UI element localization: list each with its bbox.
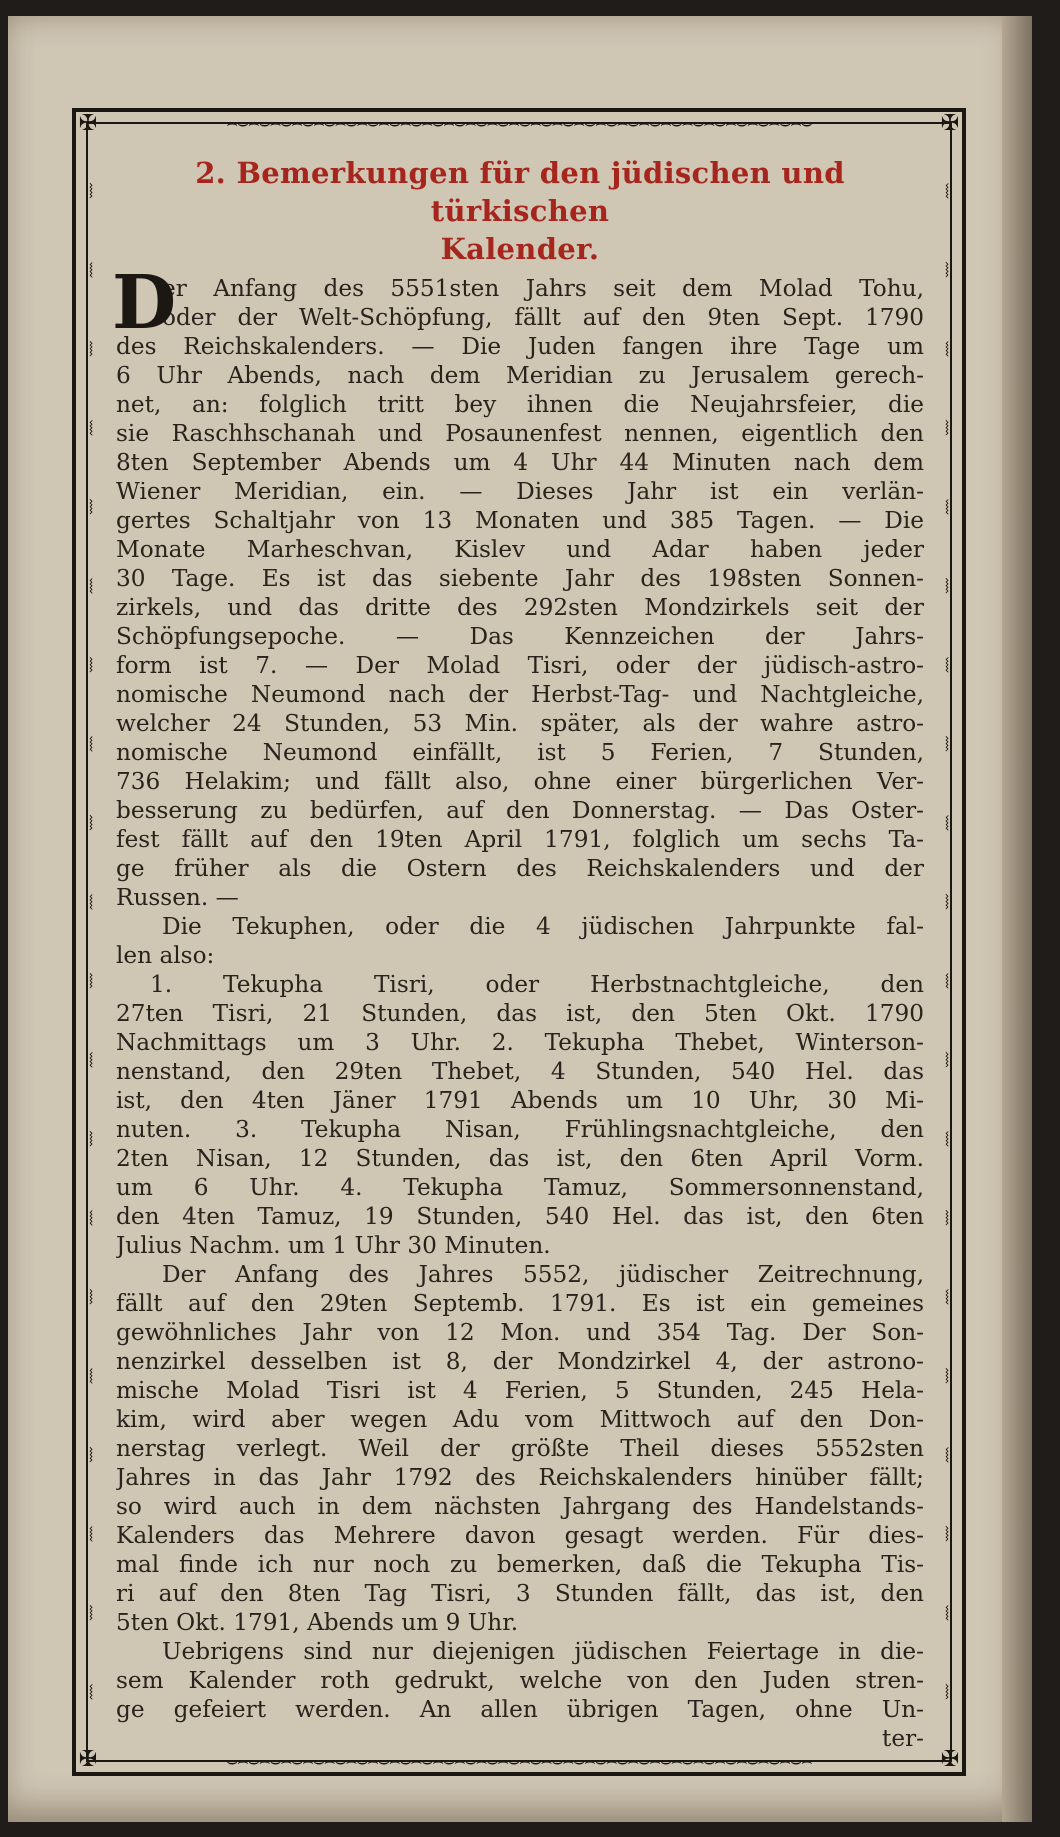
- text-line: oder der Welt-Schöpfung, fällt auf den 9ten Sept. 1790: [162, 304, 924, 331]
- ornamental-frame: [72, 108, 966, 1776]
- ornament-left-border: ⧘ ⧙ ⧘ ⧙ ⧘ ⧙ ⧘ ⧙ ⧘ ⧙ ⧘ ⧙ ⧘ ⧙ ⧘ ⧙ ⧘ ⧙ ⧘ ⧙: [88, 179, 94, 1705]
- text-line: 30 Tage. Es ist das siebente Jahr des 198sten Sonnen-: [116, 565, 924, 592]
- text-line: 2ten Nisan, 12 Stunden, das ist, den 6ten April Vorm.: [116, 1145, 924, 1172]
- heading-line-1: 2. Bemerkungen für den jüdischen und türkischen: [195, 156, 845, 228]
- text-line: nenstand, den 29ten Thebet, 4 Stunden, 540 Hel. das: [116, 1058, 924, 1085]
- text-line: so wird auch in dem nächsten Jahrgang des Handelstands-: [116, 1493, 924, 1520]
- paragraph-1: [112, 260, 924, 912]
- text-line: fällt auf den 29ten Septemb. 1791. Es ist ein gemeines: [116, 1290, 924, 1317]
- text-line: mische Molad Tisri ist 4 Ferien, 5 Stunden, 245 Hela-: [116, 1377, 924, 1404]
- text-line: form ist 7. — Der Molad Tisri, oder der jüdisch-astro-: [116, 652, 924, 679]
- text-line: er Anfang des 5551sten Jahrs seit dem Molad Tohu,: [162, 275, 924, 302]
- text-line: zirkels, und das dritte des 292sten Mondzirkels seit der: [116, 594, 924, 621]
- paragraph-2: [116, 912, 924, 1260]
- text-line: ri auf den 8ten Tag Tisri, 3 Stunden fällt, das ist, den: [116, 1580, 924, 1607]
- text-line: nenzirkel desselben ist 8, der Mondzirkel 4, der astrono-: [116, 1348, 924, 1375]
- corner-ornament-icon: ✠: [78, 111, 98, 136]
- text-line: 1. Tekupha Tisri, oder Herbstnachtgleiche, den: [150, 971, 924, 998]
- text-line: nerstag verlegt. Weil der größte Theil dieses 5552sten: [116, 1435, 924, 1462]
- text-line: 27ten Tisri, 21 Stunden, das ist, den 5ten Okt. 1790: [116, 1000, 924, 1027]
- book-page: [8, 16, 1032, 1822]
- ornament-right-border: ⧙ ⧘ ⧙ ⧘ ⧙ ⧘ ⧙ ⧘ ⧙ ⧘ ⧙ ⧘ ⧙ ⧘ ⧙ ⧘ ⧙ ⧘ ⧙ ⧘: [944, 179, 950, 1705]
- text-line: Uebrigens sind nur diejenigen jüdischen Feiertage in die-: [162, 1638, 924, 1665]
- page-content: [112, 154, 924, 1752]
- text-line: Jahres in das Jahr 1792 des Reichskalenders hinüber fällt;: [116, 1464, 924, 1491]
- text-line: Julius Nachm. um 1 Uhr 30 Minuten.: [116, 1232, 551, 1259]
- ornament-bottom-border: ⌣⌢⌣⌢⌣⌢⌣⌢⌣⌢⌣⌢⌣⌢⌣⌢⌣⌢⌣⌢⌣⌢⌣⌢⌣⌢⌣⌢⌣⌢⌣⌢⌣⌢⌣⌢⌣⌢⌣⌢⌣⌢⌣⌢⌣⌢⌣⌢⌣⌢⌣⌢⌣⌢: [226, 1750, 812, 1772]
- corner-ornament-icon: ✠: [940, 1747, 960, 1772]
- text-line: Monate Marheschvan, Kislev und Adar haben jeder: [116, 536, 924, 563]
- text-line: 736 Helakim; und fällt also, ohne einer bürgerlichen Ver-: [116, 768, 924, 795]
- text-line: ge gefeiert werden. An allen übrigen Tagen, ohne Un-: [116, 1696, 924, 1723]
- text-line: Der Anfang des Jahres 5552, jüdischer Zeitrechnung,: [162, 1261, 924, 1288]
- ornament-top-border: ⌢⌣⌢⌣⌢⌣⌢⌣⌢⌣⌢⌣⌢⌣⌢⌣⌢⌣⌢⌣⌢⌣⌢⌣⌢⌣⌢⌣⌢⌣⌢⌣⌢⌣⌢⌣⌢⌣⌢⌣⌢⌣⌢⌣⌢⌣⌢⌣⌢⌣⌢⌣⌢⌣: [226, 112, 812, 134]
- section-heading: [116, 154, 924, 268]
- heading-line-2: Kalender.: [440, 232, 600, 266]
- text-line: Russen. —: [116, 884, 239, 911]
- text-line: len also:: [116, 942, 215, 969]
- text-line: nomische Neumond nach der Herbst-Tag- und Nachtgleiche,: [116, 681, 924, 708]
- text-line: Schöpfungsepoche. — Das Kennzeichen der Jahrs-: [116, 623, 924, 650]
- text-line: nomische Neumond einfällt, ist 5 Ferien, 7 Stunden,: [116, 739, 924, 766]
- text-line: sie Raschhschanah und Posaunenfest nennen, eigentlich den: [116, 420, 924, 447]
- text-line: welcher 24 Stunden, 53 Min. später, als der wahre astro-: [116, 710, 924, 737]
- text-line: besserung zu bedürfen, auf den Donnerstag. — Das Oster-: [116, 797, 924, 824]
- text-line: mal finde ich nur noch zu bemerken, daß die Tekupha Tis-: [116, 1551, 924, 1578]
- text-line: nuten. 3. Tekupha Nisan, Frühlingsnachtgleiche, den: [116, 1116, 924, 1143]
- text-line: sem Kalender roth gedrukt, welche von den Juden stren-: [116, 1667, 924, 1694]
- page-edge: [1002, 16, 1032, 1822]
- paragraph-4: [116, 1637, 924, 1753]
- text-line: Die Tekuphen, oder die 4 jüdischen Jahrpunkte fal-: [162, 913, 924, 940]
- text-line: net, an: folglich tritt bey ihnen die Neujahrsfeier, die: [116, 391, 924, 418]
- text-line: kim, wird aber wegen Adu vom Mittwoch auf den Don-: [116, 1406, 924, 1433]
- text-line: ge früher als die Ostern des Reichskalenders und der: [116, 855, 924, 882]
- text-line: den 4ten Tamuz, 19 Stunden, 540 Hel. das ist, den 6ten: [116, 1203, 924, 1230]
- paragraph-3: [116, 1260, 924, 1637]
- text-line: gertes Schaltjahr von 13 Monaten und 385 Tagen. — Die: [116, 507, 924, 534]
- text-line: Wiener Meridian, ein. — Dieses Jahr ist ein verlän-: [116, 478, 924, 505]
- text-line: um 6 Uhr. 4. Tekupha Tamuz, Sommersonnenstand,: [116, 1174, 924, 1201]
- text-line: des Reichskalenders. — Die Juden fangen ihre Tage um: [116, 333, 924, 360]
- text-line: Nachmittags um 3 Uhr. 2. Tekupha Thebet, Winterson-: [116, 1029, 924, 1056]
- corner-ornament-icon: ✠: [940, 111, 960, 136]
- text-line: ist, den 4ten Jäner 1791 Abends um 10 Uhr, 30 Mi-: [116, 1087, 924, 1114]
- drop-cap: D: [112, 260, 177, 346]
- text-line: 8ten September Abends um 4 Uhr 44 Minuten nach dem: [116, 449, 924, 476]
- text-line: gewöhnliches Jahr von 12 Mon. und 354 Tag. Der Son-: [116, 1319, 924, 1346]
- corner-ornament-icon: ✠: [78, 1747, 98, 1772]
- text-line: 5ten Okt. 1791, Abends um 9 Uhr.: [116, 1609, 519, 1636]
- text-line: Kalenders das Mehrere davon gesagt werden. Für dies-: [116, 1522, 924, 1549]
- catchword: ter-: [882, 1725, 924, 1752]
- text-line: fest fällt auf den 19ten April 1791, folglich um sechs Ta-: [116, 826, 924, 853]
- text-line: 6 Uhr Abends, nach dem Meridian zu Jerusalem gerech-: [116, 362, 924, 389]
